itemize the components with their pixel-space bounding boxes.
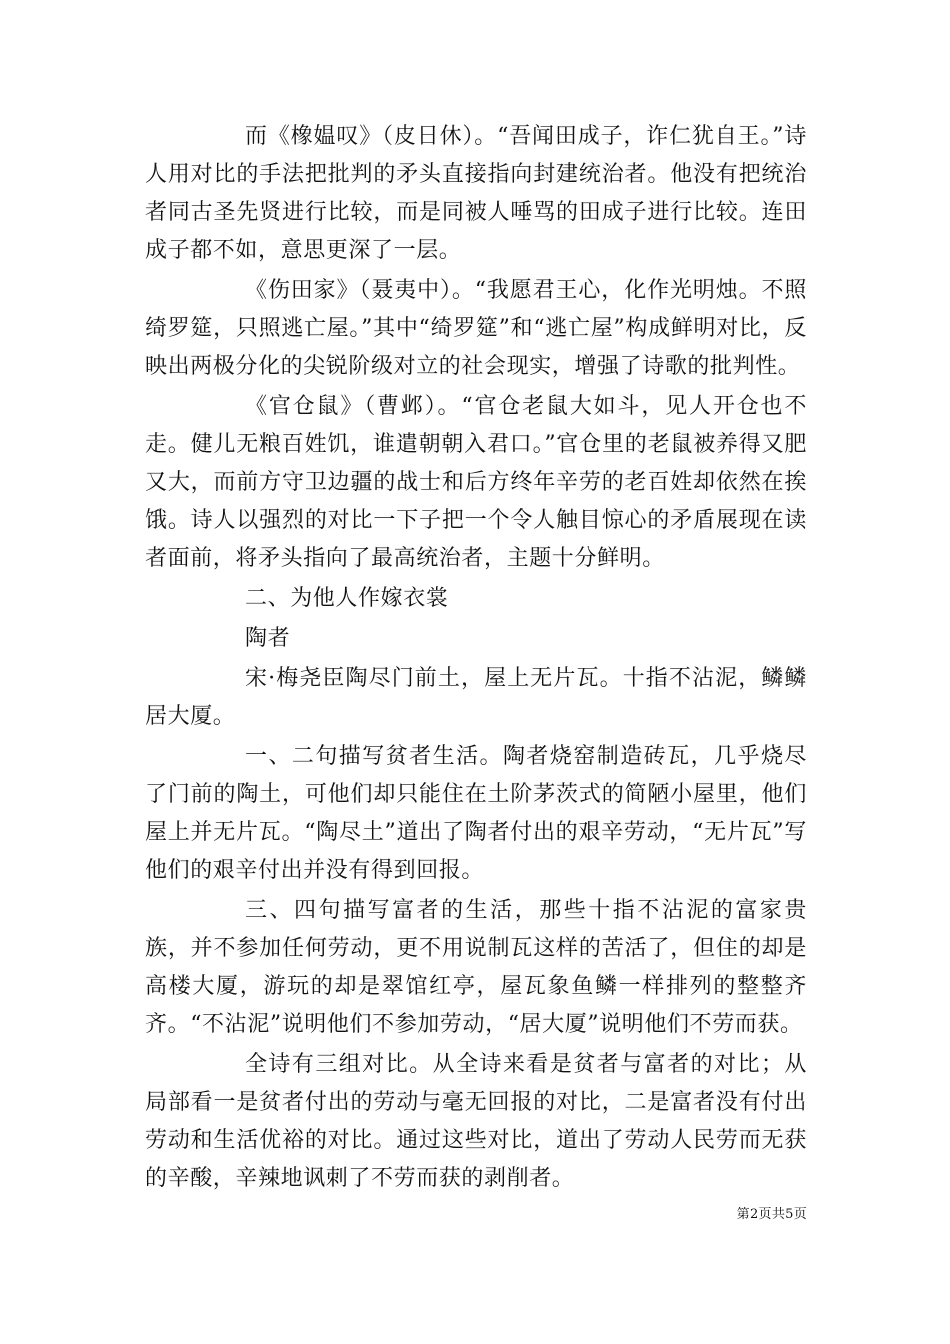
poem-title: 陶者 xyxy=(245,626,291,651)
paragraph-analysis-2: 三、四句描写富者的生活，那些十指不沾泥的富家贵族，并不参加任何劳动，更不用说制瓦这样的苦活了，但住的却是高楼大厦，游玩的却是翠馆红亭，屋瓦象鱼鳞一样排列的整整齐齐。“不沾泥”说明他们不参加劳动，“居大厦”说明他们不劳而获。 xyxy=(145,898,807,1037)
page-number: 第2页共5页 xyxy=(736,1207,807,1222)
paragraph-summary: 全诗有三组对比。从全诗来看是贫者与富者的对比；从局部看一是贫者付出的劳动与毫无回报的对比，二是富者没有付出劳动和生活优裕的对比。通过这些对比，道出了劳动人民劳而无获的辛酸，辛辣地讽刺了不劳而获的剥削者。 xyxy=(145,1052,807,1191)
paragraph-xiangao: 而《橡媪叹》（皮日休）。“吾闻田成子，诈仁犹自王。”诗人用对比的手法把批判的矛头直接指向封建统治者。他没有把统治者同古圣先贤进行比较，而是同被人唾骂的田成子进行比较。连田成子都不如，意思更深了一层。 xyxy=(145,124,807,263)
paragraph-guancangshu: 《官仓鼠》（曹邺）。“官仓老鼠大如斗，见人开仓也不走。健儿无粮百姓饥，谁遣朝朝入君口。”官仓里的老鼠被养得又肥又大，而前方守卫边疆的战士和后方终年辛劳的老百姓却依然在挨饿。诗人以强烈的对比一下子把一个令人触目惊心的矛盾展现在读者面前，将矛头指向了最高统治者，主题十分鲜明。 xyxy=(145,394,807,571)
poem-text: 宋·梅尧臣陶尽门前土，屋上无片瓦。十指不沾泥，鳞鳞居大厦。 xyxy=(145,666,807,729)
document-body xyxy=(145,118,807,1200)
paragraph-shangtianjia: 《伤田家》（聂夷中）。“我愿君王心，化作光明烛。不照绮罗筵，只照逃亡屋。”其中“绮罗筵”和“逃亡屋”构成鲜明对比，反映出两极分化的尖锐阶级对立的社会现实，增强了诗歌的批判性。 xyxy=(145,278,807,379)
paragraph-analysis-1: 一、二句描写贫者生活。陶者烧窑制造砖瓦，几乎烧尽了门前的陶土，可他们却只能住在土阶茅茨式的简陋小屋里，他们屋上并无片瓦。“陶尽土”道出了陶者付出的艰辛劳动，“无片瓦”写他们的艰辛付出并没有得到回报。 xyxy=(145,744,807,883)
section-heading: 二、为他人作嫁衣裳 xyxy=(245,586,449,611)
